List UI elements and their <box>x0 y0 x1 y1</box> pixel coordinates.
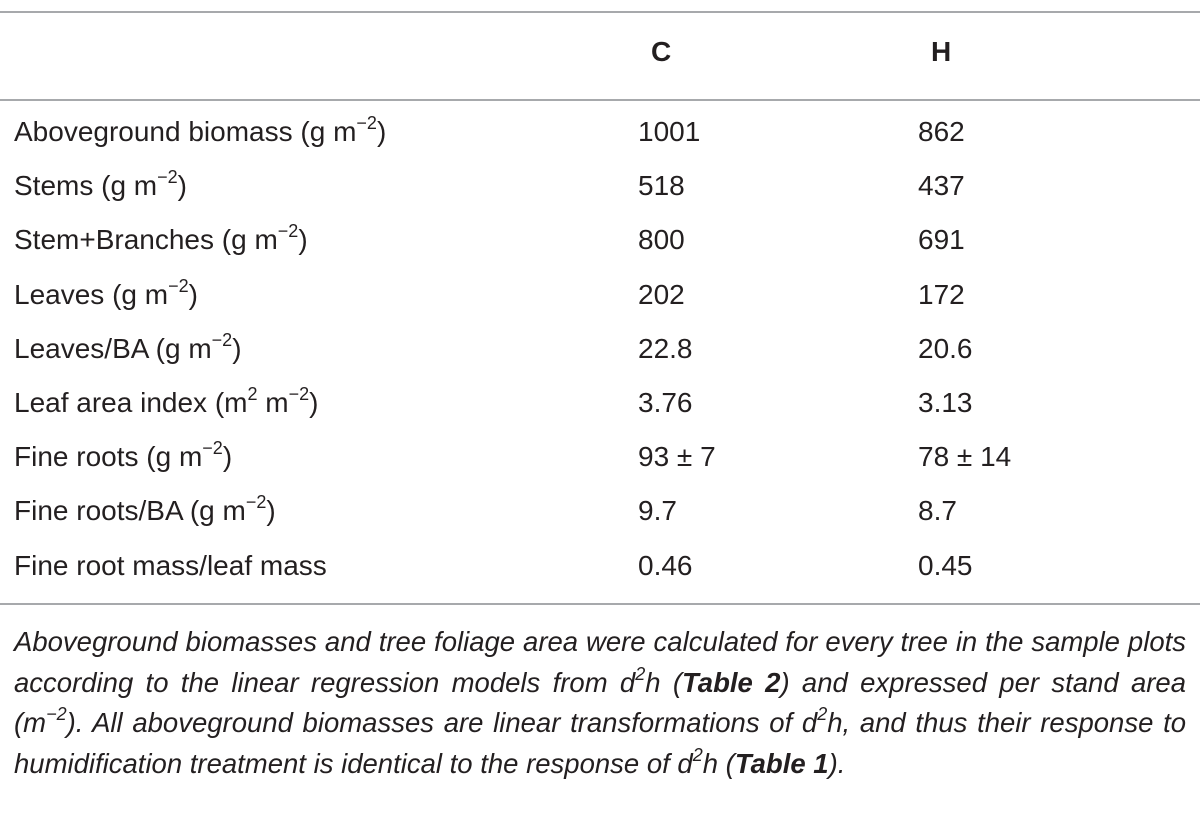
table-2-link[interactable]: Table 2 <box>682 666 781 698</box>
table-row <box>0 492 1200 535</box>
table-row <box>0 275 1200 319</box>
cell-c: 800 <box>638 224 685 256</box>
footnote-text: ). All aboveground biomasses are linear transformations of d <box>66 707 818 738</box>
footnote-text: h ( <box>645 666 683 698</box>
row-label: Fine roots/BA (g $m^{-2}$) <box>14 492 276 527</box>
row-label: Leaf area index ($m^2$ $m^{-2}$) <box>14 384 319 418</box>
header-rule <box>0 99 1200 101</box>
row-label: Leaves (g $m^{-2}$) <box>14 275 198 310</box>
table-row <box>0 113 1200 156</box>
footnote-text: Aboveground biomasses and tree foliage area were calculated for every tree in the sample plots according to the linear regression models from d <box>14 626 1186 698</box>
cell-h: 0.45 <box>918 549 973 581</box>
footnote-sup: 2 <box>635 663 646 684</box>
table-1-link[interactable]: Table 1 <box>734 747 829 779</box>
row-label: Stems (g $m^{-2}$) <box>14 167 187 202</box>
row-label: Fine root mass/leaf mass <box>14 549 327 581</box>
cell-h: 437 <box>918 170 965 202</box>
footnote-text: h ( <box>702 747 735 779</box>
table-row <box>0 221 1200 264</box>
cell-c: 202 <box>638 278 685 310</box>
footnote-text: h, and thus their response to humidification treatment is identical to the response of d <box>14 707 1187 779</box>
footnote-sup: 2 <box>817 704 828 724</box>
table-row <box>0 550 1200 590</box>
footnote-text: ) and expressed per stand area (m <box>14 666 1186 738</box>
footnote-sup: −2 <box>46 704 67 724</box>
table-row <box>0 167 1200 210</box>
cell-h: 20.6 <box>918 332 973 364</box>
cell-h: 8.7 <box>918 495 957 527</box>
footnote-text: ). <box>828 747 846 779</box>
table-row <box>0 438 1200 481</box>
cell-c: 22.8 <box>638 332 693 364</box>
cell-c: 518 <box>638 170 685 202</box>
cell-h: 691 <box>918 224 965 256</box>
cell-h: 862 <box>918 116 965 147</box>
top-rule <box>0 11 1200 13</box>
row-label: Leaves/BA (g $m^{-2}$) <box>14 329 242 364</box>
table-row <box>0 384 1200 427</box>
row-label: Fine roots (g $m^{-2}$) <box>14 438 233 473</box>
column-header-h: H <box>931 36 952 67</box>
cell-h: 3.13 <box>918 387 973 418</box>
cell-c: 93 ± 7 <box>638 441 716 473</box>
row-label: Stem+Branches (g $m^{-2}$) <box>14 221 308 256</box>
cell-c: 1001 <box>638 116 701 147</box>
footnote-sup: 2 <box>692 744 703 765</box>
cell-c: 9.7 <box>638 495 677 527</box>
cell-h: 172 <box>918 278 965 310</box>
bottom-rule <box>0 603 1200 605</box>
cell-c: 3.76 <box>638 387 693 418</box>
cell-h: 78 ± 14 <box>918 441 1012 473</box>
cell-c: 0.46 <box>638 549 693 581</box>
table-row <box>0 329 1200 373</box>
column-header-c: C <box>651 36 672 67</box>
table-footnote <box>14 622 1186 784</box>
row-label: Aboveground biomass (g $m^{-2}$) <box>14 113 387 147</box>
